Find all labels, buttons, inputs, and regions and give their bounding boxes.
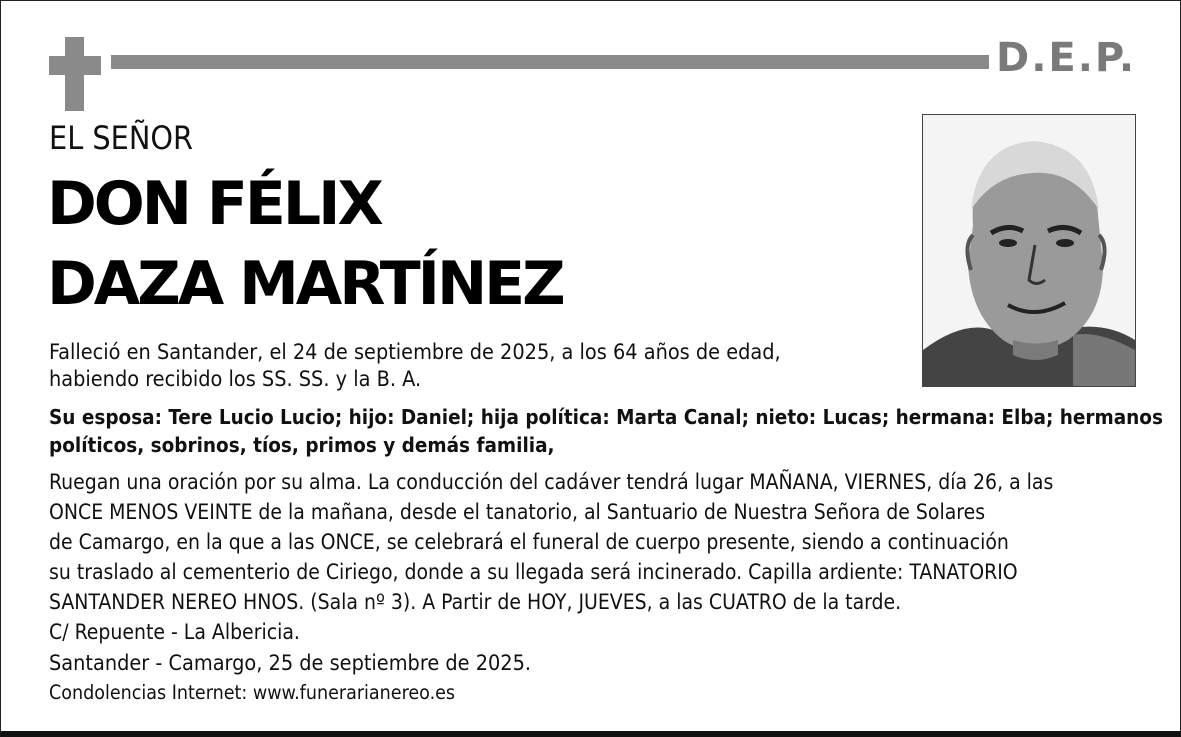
announcement-line: C/ Repuente - La Albericia.: [49, 620, 300, 644]
honorific: EL SEÑOR: [49, 119, 194, 157]
deceased-name-line2: DAZA MARTÍNEZ: [47, 249, 563, 319]
announcement-line: SANTANDER NEREO HNOS. (Sala nº 3). A Partir de HOY, JUEVES, a las CUATRO de la tarde.: [49, 590, 902, 614]
death-notice: [49, 339, 889, 393]
deceased-name-line1: DON FÉLIX: [47, 169, 381, 239]
dep-badge: D.E.P.: [996, 35, 1137, 81]
place-date: Santander - Camargo, 25 de septiembre de 2025.: [49, 651, 532, 676]
announcement-line: Ruegan una oración por su alma. La conducción del cadáver tendrá lugar MAÑANA, VIERNES, día 26, a las: [49, 470, 1054, 494]
family-line: políticos, sobrinos, tíos, primos y demás familia,: [49, 433, 555, 457]
announcement-line: de Camargo, en la que a las ONCE, se celebrará el funeral de cuerpo presente, siendo a continuación: [49, 530, 1009, 554]
announcement-line: su traslado al cementerio de Ciriego, donde a su llegada será incinerado. Capilla ardiente: TANATORIO: [49, 560, 1018, 584]
family-line: Su esposa: Tere Lucio Lucio; hijo: Daniel; hija política: Marta Canal; nieto: Lucas; hermana: Elba; hermanos: [49, 405, 1163, 429]
funeral-announcement: [49, 467, 1159, 647]
condolences-link: Condolencias Internet: www.funerarianereo.es: [49, 681, 456, 704]
death-notice-line: habiendo recibido los SS. SS. y la B. A.: [49, 367, 422, 392]
cross-icon: [49, 37, 101, 111]
death-notice-line: Falleció en Santander, el 24 de septiembre de 2025, a los 64 años de edad,: [49, 340, 781, 365]
header-rule: [111, 55, 989, 69]
portrait-photo: [922, 114, 1136, 387]
family-list: [49, 403, 1164, 459]
announcement-line: ONCE MENOS VEINTE de la mañana, desde el tanatorio, al Santuario de Nuestra Señora de Solares: [49, 500, 986, 524]
